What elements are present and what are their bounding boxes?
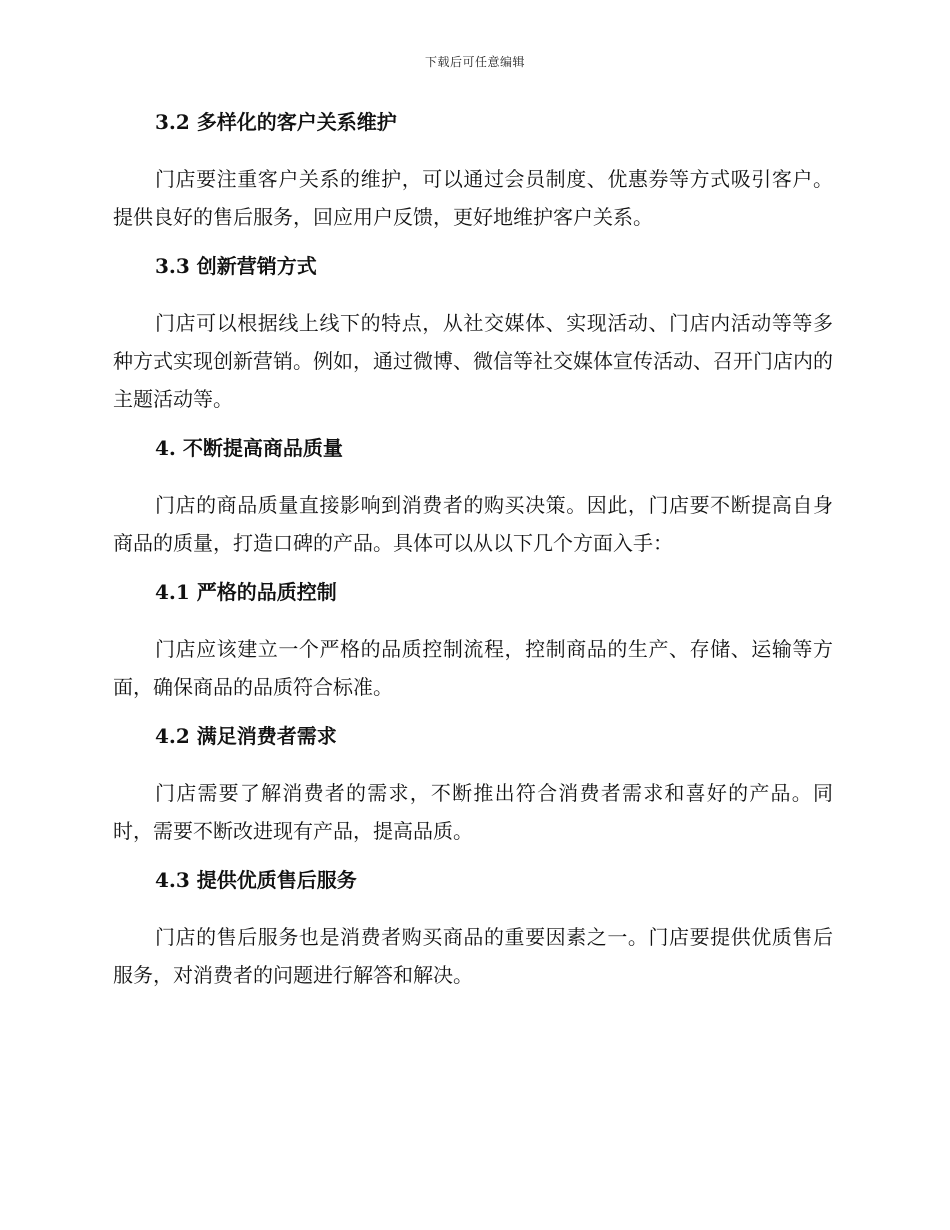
section-4-1 [113,578,833,706]
section-heading: 4. 不断提高商品质量 [155,436,343,460]
section-heading: 4.2 满足消费者需求 [155,724,337,748]
section-3-2 [113,108,833,236]
section-heading: 4.1 严格的品质控制 [155,580,337,604]
section-paragraph: 门店需要了解消费者的需求，不断推出符合消费者需求和喜好的产品。同时，需要不断改进现有产品，提高品质。 [113,781,833,843]
section-paragraph: 门店的商品质量直接影响到消费者的购买决策。因此，门店要不断提高自身商品的质量，打造口碑的产品。具体可以从以下几个方面入手： [113,493,833,555]
section-heading: 4.3 提供优质售后服务 [155,868,357,892]
section-4 [113,434,833,562]
document-body [113,108,833,1010]
section-paragraph: 门店可以根据线上线下的特点，从社交媒体、实现活动、门店内活动等等多种方式实现创新营销。例如，通过微博、微信等社交媒体宣传活动、召开门店内的主题活动等。 [113,311,833,411]
section-paragraph: 门店要注重客户关系的维护，可以通过会员制度、优惠券等方式吸引客户。提供良好的售后服务，回应用户反馈，更好地维护客户关系。 [113,167,833,229]
section-heading: 3.2 多样化的客户关系维护 [155,110,397,134]
section-3-3 [113,252,833,418]
section-paragraph: 门店应该建立一个严格的品质控制流程，控制商品的生产、存储、运输等方面，确保商品的品质符合标准。 [113,637,833,699]
section-4-3 [113,866,833,994]
section-paragraph: 门店的售后服务也是消费者购买商品的重要因素之一。门店要提供优质售后服务，对消费者的问题进行解答和解决。 [113,925,833,987]
section-4-2 [113,722,833,850]
page-header: 下载后可任意编辑 [424,55,525,69]
section-heading: 3.3 创新营销方式 [155,254,317,278]
